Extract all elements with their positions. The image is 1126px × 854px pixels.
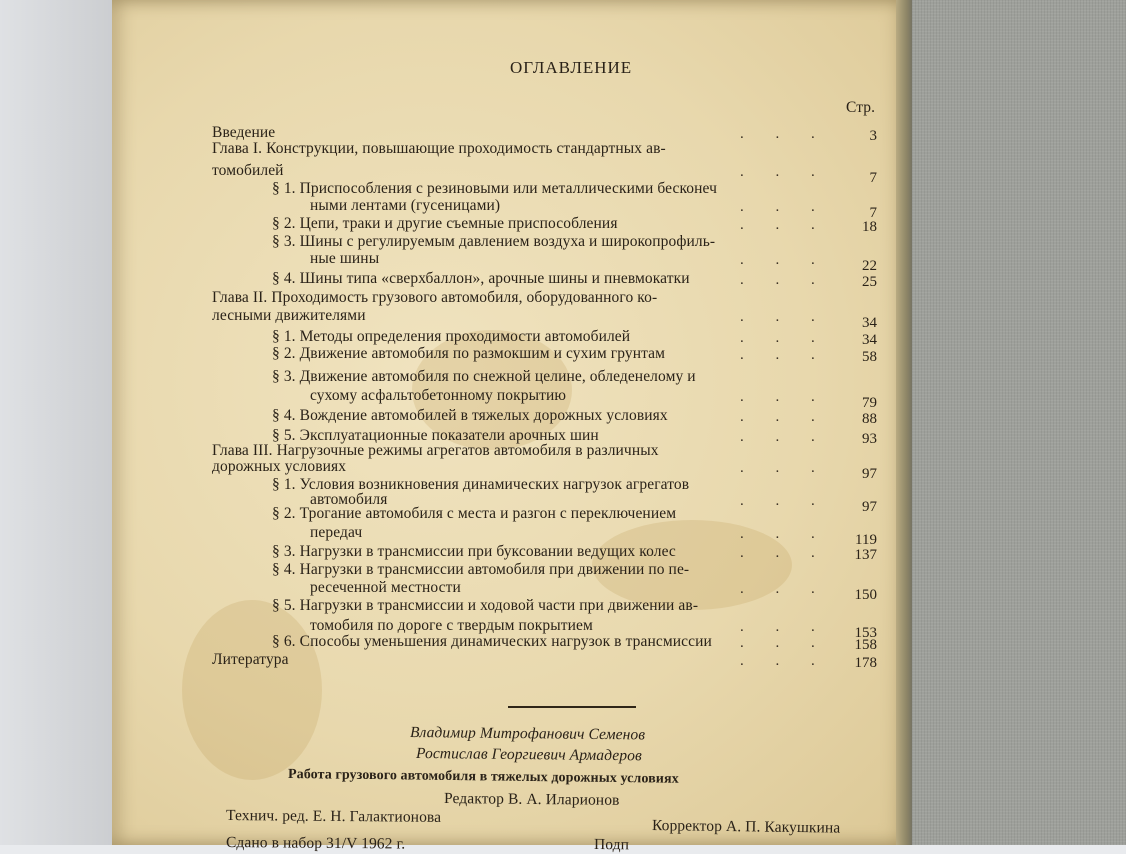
toc-entry-line: § 1. Условия возникновения динамических нагрузок агрегатов (272, 476, 690, 493)
leader-dots: . . . (740, 409, 829, 425)
toc-page-number: 178 (854, 655, 877, 671)
leader-dots: . . . (740, 429, 829, 445)
leader-dots: . . . (740, 252, 829, 268)
toc-entry-line: томобиля по дороге с твердым покрытием (310, 617, 593, 634)
toc-page-number: 3 (869, 128, 877, 144)
author-2: Ростислав Георгиевич Армадеров (415, 745, 642, 765)
toc-entry-line: ными лентами (гусеницами) (310, 197, 501, 214)
book-title: Работа грузового автомобиля в тяжелых дорожных условиях (287, 767, 679, 787)
toc-page-number: 25 (862, 274, 877, 290)
toc-entry-line: ные шины (310, 250, 380, 267)
toc-page-number: 153 (854, 625, 877, 641)
leader-dots: . . . (740, 545, 829, 561)
toc-page-number: 18 (862, 219, 877, 235)
toc-page-number: 119 (855, 532, 877, 548)
leader-dots: . . . (740, 653, 829, 669)
toc-page-number: 97 (862, 499, 877, 515)
leader-dots: . . . (740, 199, 829, 215)
toc-page-number: 150 (854, 587, 877, 603)
leader-dots: . . . (740, 389, 829, 405)
leader-dots: . . . (740, 272, 829, 288)
leader-dots: . . . (740, 126, 829, 142)
corrector: Корректор А. П. Какушкина (651, 817, 841, 837)
page-stain (182, 600, 322, 780)
footer-left: Сдано в набор 31/V 1962 г. (225, 834, 406, 853)
leader-dots: . . . (740, 164, 829, 180)
author-1: Владимир Митрофанович Семенов (409, 724, 646, 744)
page-column-header: Стр. (846, 99, 876, 116)
toc-entry-line: Литература (212, 651, 289, 668)
leader-dots: . . . (740, 330, 829, 346)
toc-entry-line: § 3. Движение автомобиля по снежной целине, обледенелому и (272, 368, 696, 385)
toc-page-number: 7 (869, 170, 877, 186)
footer-right: Подп (593, 836, 630, 854)
toc-entry-line: Глава I. Конструкции, повышающие проходимость стандартных ав- (212, 140, 666, 157)
toc-entry-line: § 4. Шины типа «сверхбаллон», арочные шины и пневмокатки (272, 270, 690, 287)
leader-dots: . . . (740, 493, 829, 509)
toc-entry-line: § 4. Нагрузки в трансмиссии автомобиля при движении по пе- (272, 561, 690, 578)
leader-dots: . . . (740, 347, 829, 363)
toc-entry-line: передач (310, 524, 363, 541)
leader-dots: . . . (740, 581, 829, 597)
toc-entry-line: § 2. Трогание автомобиля с места и разгон с переключением (272, 505, 677, 522)
toc-entry-line: § 6. Способы уменьшения динамических нагрузок в трансмиссии (272, 633, 712, 650)
leader-dots: . . . (740, 217, 829, 233)
book-cover (912, 0, 1126, 845)
toc-entry-line: сухому асфальтобетонному покрытию (310, 387, 567, 404)
toc-entry-line: § 2. Движение автомобиля по размокшим и сухим грунтам (272, 345, 666, 362)
leader-dots: . . . (740, 619, 829, 635)
toc-page-number: 97 (862, 466, 877, 482)
toc-entry-line: автомобиля (310, 491, 388, 508)
toc-entry-line: § 2. Цепи, траки и другие съемные приспособления (272, 215, 618, 232)
toc-page-number: 137 (854, 547, 877, 563)
leader-dots: . . . (740, 309, 829, 325)
toc-entry-line: § 1. Методы определения проходимости автомобилей (272, 328, 631, 345)
toc-entry-line: ресеченной местности (310, 579, 461, 596)
tech-editor: Технич. ред. Е. Н. Галактионова (225, 807, 442, 826)
toc-entry-line: томобилей (212, 162, 284, 179)
toc-entry-line: Глава II. Проходимость грузового автомобиля, оборудованного ко- (212, 289, 658, 306)
toc-entry-line: Глава III. Нагрузочные режимы агрегатов автомобиля в различных (212, 442, 659, 459)
toc-page-number: 58 (862, 349, 877, 365)
leader-dots: . . . (740, 635, 829, 651)
toc-entry-line: дорожных условиях (212, 458, 347, 475)
background-left (0, 0, 112, 845)
toc-page-number: 34 (862, 315, 877, 331)
toc-entry-line: § 5. Эксплуатационные показатели арочных шин (272, 427, 599, 444)
toc-title: ОГЛАВЛЕНИЕ (510, 58, 633, 77)
toc-page-number: 158 (854, 637, 877, 653)
editor: Редактор В. А. Иларионов (443, 790, 620, 809)
toc-entry-line: § 4. Вождение автомобилей в тяжелых дорожных условиях (272, 407, 668, 424)
toc-page-number: 7 (869, 205, 877, 221)
separator-rule (508, 706, 636, 708)
toc-entry-line: § 5. Нагрузки в трансмиссии и ходовой части при движении ав- (272, 597, 699, 614)
toc-entry-line: Введение (212, 124, 276, 141)
toc-page-number: 88 (862, 411, 877, 427)
toc-page-number: 22 (862, 258, 877, 274)
toc-page-number: 93 (862, 431, 877, 447)
toc-page-number: 34 (862, 332, 877, 348)
toc-entry-line: § 1. Приспособления с резиновыми или металлическими бесконеч (272, 180, 718, 197)
toc-entry-line: § 3. Шины с регулируемым давлением воздуха и широкопрофиль- (272, 233, 716, 250)
toc-entry-line: § 3. Нагрузки в трансмиссии при буксовании ведущих колес (272, 543, 676, 560)
toc-page-number: 79 (862, 395, 877, 411)
leader-dots: . . . (740, 526, 829, 542)
leader-dots: . . . (740, 460, 829, 476)
toc-entry-line: лесными движителями (212, 307, 366, 324)
